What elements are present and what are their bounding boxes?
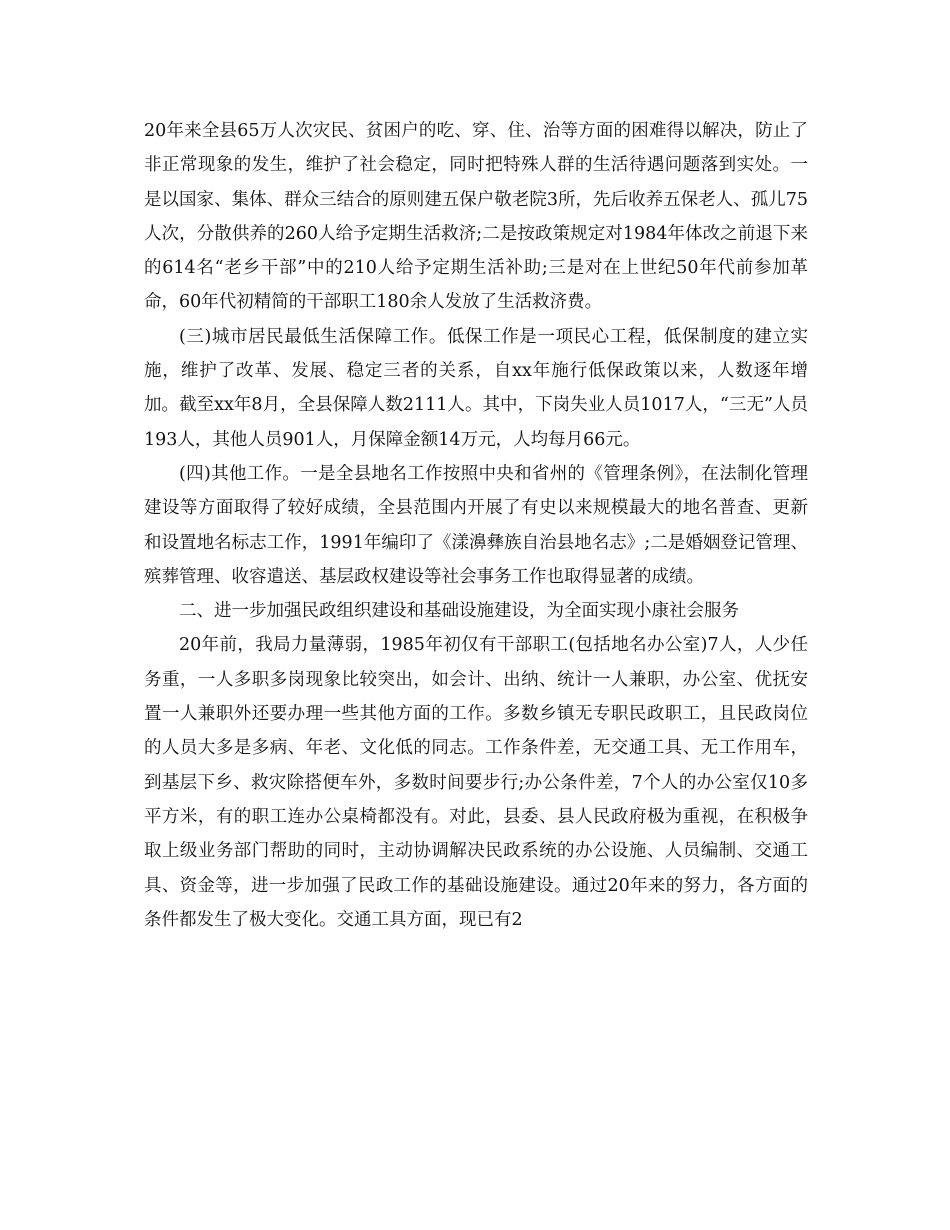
paragraph-urban-minimum-living-security: (三)城市居民最低生活保障工作。低保工作是一项民心工程，低保制度的建立实施，维护了改革、发展、稳定三者的关系，自xx年施行低保政策以来，人数逐年增加。截至xx年8月，全县保障人数2111人。其中，下岗失业人员1017人，“三无”人员193人，其他人员901人，月保障金额14万元，人均每月66元。: [144, 326, 808, 450]
document-body: [144, 114, 808, 937]
section-heading-organization-building: 二、进一步加强民政组织建设和基础设施建设，为全面实现小康社会服务: [179, 601, 739, 622]
paragraph-other-work: (四)其他工作。一是全县地名工作按照中央和省州的《管理条例》，在法制化管理建设等方面取得了较好成绩，全县范围内开展了有史以来规模最大的地名普查、更新和设置地名标志工作，1991年编印了《漾濞彝族自治县地名志》;二是婚姻登记管理、殡葬管理、收容遣送、基层政权建设等社会事务工作也取得显著的成绩。: [144, 463, 808, 587]
paragraph-infrastructure-history: 20年前，我局力量薄弱，1985年初仅有干部职工(包括地名办公室)7人，人少任务重，一人多职多岗现象比较突出，如会计、出纳、统计一人兼职，办公室、优抚安置一人兼职外还要办理一些其他方面的工作。多数乡镇无专职民政职工，且民政岗位的人员大多是多病、年老、文化低的同志。工作条件差，无交通工具、无工作用车，到基层下乡、救灾除搭便车外，多数时间要步行;办公条件差，7个人的办公室仅10多平方米，有的职工连办公桌椅都没有。对此，县委、县人民政府极为重视，在积极争取上级业务部门帮助的同时，主动协调解决民政系统的办公设施、人员编制、交通工具、资金等，进一步加强了民政工作的基础设施建设。通过20年来的努力，各方面的条件都发生了极大变化。交通工具方面，现已有2: [144, 635, 808, 930]
paragraph-relief-results: 20年来全县65万人次灾民、贫困户的吃、穿、住、治等方面的困难得以解决，防止了非正常现象的发生，维护了社会稳定，同时把特殊人群的生活待遇问题落到实处。一是以国家、集体、群众三结合的原则建五保户敬老院3所，先后收养五保老人、孤儿75人次，分散供养的260人给予定期生活救济;二是按政策规定对1984年体改之前退下来的614名“老乡干部”中的210人给予定期生活补助;三是对在上世纪50年代前参加革命，60年代初精简的干部职工180余人发放了生活救济费。: [144, 121, 808, 313]
